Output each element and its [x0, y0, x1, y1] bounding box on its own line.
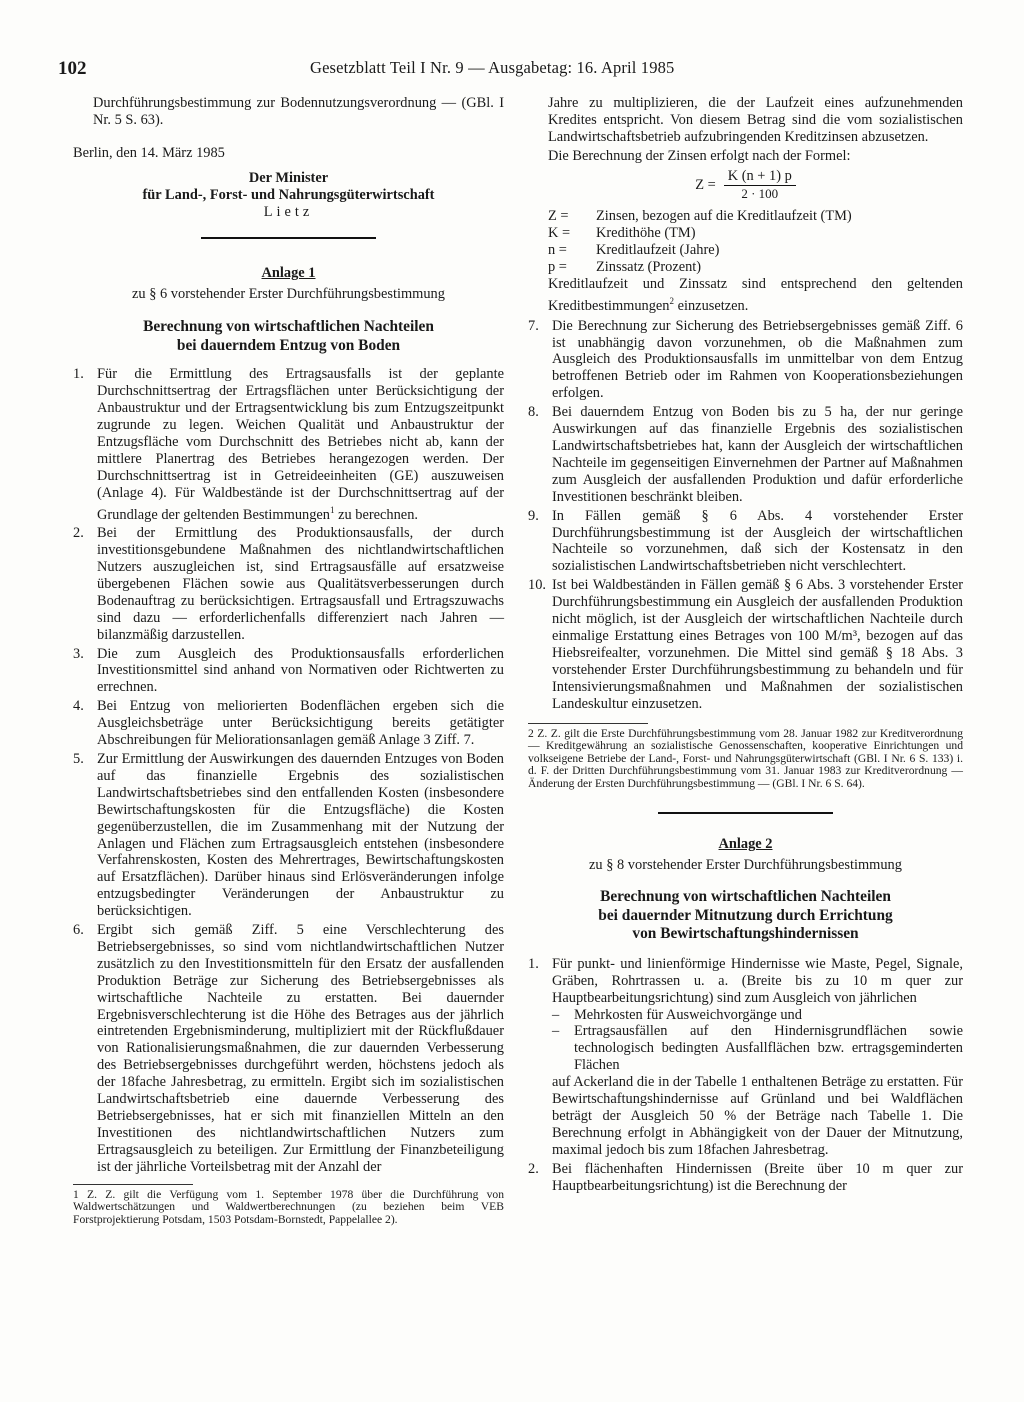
list-item	[73, 525, 504, 643]
list-item	[73, 646, 504, 697]
footnote-divider	[73, 1184, 193, 1185]
item-number: 2.	[528, 1160, 539, 1177]
item-number: 1.	[528, 955, 539, 972]
item-text-b: zu berechnen.	[334, 506, 418, 523]
footnote-1: 1 Z. Z. gilt die Verfügung vom 1. September 1978 über die Durchführung von Waldwertschätzungen und Waldwertberechnungen (zu beziehen beim VEB Forstprojektierung Potsdam, 1503 Potsdam-Bornstedt, Pappelallee 2).	[73, 1187, 504, 1226]
definition-row	[548, 225, 963, 242]
item-number: 8.	[528, 404, 539, 421]
definition-variable: p =	[548, 259, 567, 276]
anlage2-reference: zu § 8 vorstehender Erster Durchführungsbestimmung	[589, 857, 902, 874]
anlage2-heading-line-1: Berechnung von wirtschaftlichen Nachteilen	[600, 888, 891, 906]
definitions-note	[548, 276, 963, 315]
item-number: 7.	[528, 317, 539, 334]
item-number: 3.	[73, 645, 84, 662]
definition-text: Kreditlaufzeit (Jahre)	[596, 242, 720, 259]
section-divider	[201, 237, 376, 239]
item-text: Bei der Ermittlung des Produktionsausfalls, der durch investitionsgebundene Maßnahmen des nichtlandwirtschaftlichen Nutzers auszugleichen ist, sind Ertragsausfälle auf ersatzweise übergebenen Flächen sowie aus Qualitätsverbesserungen durch Bodenauftrag zu berücksichtigen. Ertragsausfall und Ertragszuwachs sind dazu — erforderlichenfalls differenziert nach Jahren — bilanzmäßig darzustellen.	[97, 525, 504, 643]
list-item	[528, 577, 963, 712]
dash-text: Ertragsausfällen auf den Hindernisgrundflächen sowie technologisch bedingten Ausfallflächen bzw. ertragsgeminderten Flächen	[574, 1023, 963, 1074]
list-item	[528, 508, 963, 576]
dash-item	[552, 1023, 963, 1074]
anlage2-heading-line-3: von Bewirtschaftungshindernissen	[632, 925, 859, 943]
footnote-ref: 1	[329, 504, 335, 515]
intro-text: Durchführungsbestimmung zur Bodennutzungsverordnung — (GBl. I Nr. 5 S. 63).	[93, 95, 504, 128]
signatory-name: Lietz	[263, 203, 314, 220]
item-text	[97, 366, 504, 523]
anlage1-items-continued	[528, 318, 963, 713]
definition-text: Zinssatz (Prozent)	[596, 259, 702, 276]
page-header	[58, 58, 968, 84]
footnote-divider	[528, 723, 648, 724]
signatory-title-1: Der Minister	[248, 169, 329, 186]
list-item	[528, 404, 963, 505]
anlage2-heading-line-2: bei dauernder Mitnutzung durch Errichtung	[598, 906, 893, 924]
item-number: 6.	[73, 922, 84, 939]
dash-marker: –	[552, 1023, 560, 1040]
list-item	[528, 318, 963, 403]
place-date: Berlin, den 14. März 1985	[73, 144, 225, 161]
interest-formula	[528, 168, 963, 203]
left-column	[73, 95, 504, 1226]
item-body	[552, 956, 963, 1159]
item-text: In Fällen gemäß § 6 Abs. 4 vorstehender Erster Durchführungsbestimmung ist der Ausgleich der wirtschaftlichen Nachteile so vorzunehmen, daß sich der Kostensatz in den sozialistischen Landwirtschaftsbetrieben nicht verschlechtert.	[552, 507, 963, 575]
page-number: 102	[58, 58, 87, 79]
item-text: Bei Entzug von meliorierten Bodenflächen ergeben sich die Ausgleichsbeträge unter Berücksichtigung bereits getätigter Abschreibungen für Meliorationsanlagen gemäß Anlage 3 Ziff. 7.	[97, 698, 504, 749]
item-text: Ergibt sich gemäß Ziff. 5 eine Verschlechterung des Betriebsergebnisses, so sind vom nichtlandwirtschaftlichen Nutzer zusätzlich zu den Investitionsmitteln für den Ersatz der ausfallenden Produktion Beträge zur Sicherung des Betriebsergebnisses als wirtschaftliche Nachteile zu erstatten. Bei dauernder Ergebnisverschlechterung ist die Höhe des Betrages aus der jährlich eintretenden Ergebnisminderung, multipliziert mit der Rückflußdauer von Rationalisierungsmaßnahmen, die zur dauernden Verbesserung des Betriebsergebnisses durchgeführt werden, höchstens jedoch als der 18fache Jahresbetrag, zu ermitteln. Ergibt sich im sozialistischen Landwirtschaftsbetrieb eine dauernde Verbesserung des Betriebsergebnisses, hat er sich mit finanziellen Mitteln an den Investitionen des nichtlandwirtschaftlichen Nutzers zum Ertragsausgleich zu beteiligen. Zur Ermittlung der Finanzbeteiligung ist der jährliche Vorteilsbetrag mit der Anzahl der	[97, 922, 504, 1175]
anlage1-items	[73, 366, 504, 1175]
definition-variable: n =	[548, 242, 567, 259]
item-number: 10.	[528, 577, 546, 594]
definition-variable: K =	[548, 225, 571, 242]
definition-row	[548, 208, 963, 225]
item-number: 9.	[528, 507, 539, 524]
signatory-title-2: für Land-, Forst- und Nahrungsgüterwirtschaft	[142, 186, 435, 203]
dash-text: Mehrkosten für Ausweichvorgänge und	[574, 1006, 802, 1023]
anlage1-heading-line-2: bei dauerndem Entzug von Boden	[176, 336, 401, 354]
anlage1-title: Anlage 1	[261, 265, 316, 282]
dash-item	[552, 1007, 963, 1024]
anlage1-heading-line-1: Berechnung von wirtschaftlichen Nachteilen	[143, 318, 434, 336]
list-item	[73, 751, 504, 920]
section-divider	[658, 812, 833, 814]
item-text: Ist bei Waldbeständen in Fällen gemäß § 6 Abs. 3 vorstehender Erster Durchführungsbestimmung ein Ausgleich der ausfallenden Produktion nicht möglich, ist der Ausgleich der wirtschaftlichen Nachteile durch einmalige Erstattung eines Betrages von 100 M/m³, bezogen auf das Hiebsreifealter, vorzunehmen. Die Mittel sind gemäß § 18 Abs. 3 vorstehender Erster Durchführungsbestimmung zu behandeln und für Intensivierungsmaßnahmen und Maßnahmen der sozialistischen Landeskultur einzusetzen.	[552, 577, 963, 712]
formula-numerator: K (n + 1) p	[724, 168, 796, 186]
anlage2-title: Anlage 2	[718, 836, 773, 853]
item-text: Für punkt- und linienförmige Hindernisse wie Maste, Pegel, Signale, Gräben, Rohrtrassen u. a. (Breite bis zu 10 m quer zur Hauptbearbeitungsrichtung) sind zum Ausgleich von jährlichen	[552, 955, 963, 1006]
item-text: Die zum Ausgleich des Produktionsausfalls erforderlichen Investitionsmittel sind anhand von Normativen oder Richtwerten zu errechnen.	[97, 645, 504, 696]
definition-row	[548, 242, 963, 259]
footnote-2: 2 Z. Z. gilt die Erste Durchführungsbestimmung vom 28. Januar 1982 zur Kreditverordnung — Kreditgewährung an sozialistische Genossenschaften, kooperative Einrichtungen und volkseigene Betriebe der Land-, Forst- und Nahrungsgüterwirtschaft (GBl. I Nr. 6 S. 133) i. d. F. der Dritten Durchführungsbestimmung vom 31. Januar 1983 zur Kreditverordnung — Änderung der Ersten Durchführungsbestimmung — (GBl. I Nr. 6 S. 64).	[528, 726, 963, 790]
item-number: 2.	[73, 525, 84, 542]
definition-text: Kredithöhe (TM)	[596, 225, 696, 242]
definition-row	[548, 259, 963, 276]
list-item	[73, 366, 504, 523]
list-item	[528, 956, 963, 1159]
dash-marker: –	[552, 1006, 560, 1023]
item-text-a: Für die Ermittlung des Ertragsausfalls ist der geplante Durchschnittsertrag der Ertragsflächen unter Berücksichtigung der Anbaustruktur und der Ertragsentwicklung bis zum Entzugszeitpunkt zugrunde zu legen. Weichen Qualität und Anbaustruktur der Entzugsfläche vom Durchschnitt des Betriebes nicht ab, kann der mittlere Planertrag des Betriebes herangezogen werden. Der Durchschnittsertrag ist in Getreideeinheiten (GE) auszuweisen (Anlage 4). Für Waldbestände ist der Durchschnittsertrag auf der Grundlage der geltenden Bestimmungen	[97, 366, 504, 523]
formula-intro: Die Berechnung der Zinsen erfolgt nach der Formel:	[548, 147, 851, 164]
item-number: 4.	[73, 698, 84, 715]
item-number: 5.	[73, 750, 84, 767]
list-item	[528, 1161, 963, 1195]
formula-fraction	[724, 168, 796, 203]
item-text: Bei flächenhaften Hindernissen (Breite über 10 m quer zur Hauptbearbeitungsrichtung) ist die Berechnung der	[552, 1160, 963, 1194]
definition-text: Zinsen, bezogen auf die Kreditlaufzeit (TM)	[596, 208, 852, 225]
list-item	[73, 698, 504, 749]
item-text-after: auf Ackerland die in der Tabelle 1 enthaltenen Beträge zu erstatten. Für Bewirtschaftungshindernisse auf Grünland und bei Waldflächen beträgt der Ausgleich 50 % der Beträge nach Tabelle 1. Die Berechnung erfolgt in Abhängigkeit von der Dauer der Mitnutzung, maximal jedoch bis zum 18fachen Jahresbetrag.	[552, 1074, 963, 1158]
formula-denominator: 2 · 100	[741, 185, 779, 201]
footnote-2-block	[528, 723, 963, 791]
formula-lhs: Z =	[695, 176, 716, 193]
definitions-note-a: Kreditlaufzeit und Zinssatz sind entsprechend den geltenden Kreditbestimmungen	[548, 276, 963, 314]
item-text: Zur Ermittlung der Auswirkungen des dauernden Entzuges von Boden auf das finanzielle Ergebnis des sozialistischen Landwirtschaftsbetriebes sind den entfallenden Kosten (insbesondere Bewirtschaftungskosten für die Entzugsfläche) die Kosten gegenüberzustellen, die im Zusammenhang mit der Nutzung der Anlagen und Flächen zum Ertragsausgleich entstehen (insbesondere Verfahrenskosten, Kosten des Mehrertrages, Bewirtschaftungskosten auf Ersatzflächen). Darüber hinaus sind Erlösveränderungen infolge entzugsbedingter Veränderungen der Anbaustruktur zu berücksichtigen.	[97, 750, 504, 920]
definitions-note-b: einzusetzen.	[674, 297, 749, 314]
footnote-ref: 2	[669, 295, 674, 306]
definition-variable: Z =	[548, 208, 569, 225]
right-column	[528, 95, 963, 1196]
item-text: Die Berechnung zur Sicherung des Betriebsergebnisses gemäß Ziff. 6 ist unabhängig davon vorzunehmen, ob die Maßnahmen zum Ausgleich des Produktionsausfalls im unmittelbar von dem Entzug betroffenen Betrieb oder im Rahmen von Kooperationsbeziehungen erfolgen.	[552, 317, 963, 402]
continuation-text: Jahre zu multiplizieren, die der Laufzeit eines aufzunehmenden Kredites entspricht. Von diesem Betrag sind die vom sozialistischen Landwirtschaftsbetrieb aufzubringenden Kreditzinsen abzusetzen.	[548, 95, 963, 145]
anlage2-items	[528, 956, 963, 1195]
anlage1-reference: zu § 6 vorstehender Erster Durchführungsbestimmung	[132, 286, 445, 303]
formula-definitions	[528, 208, 963, 314]
list-item	[73, 922, 504, 1176]
item-text: Bei dauerndem Entzug von Boden bis zu 5 ha, der nur geringe Auswirkungen auf das finanzielle Ergebnis des sozialistischen Landwirtschaftsbetriebes hat, kann der Ausgleich der wirtschaftlichen Nachteile im gegenseitigen Einvernehmen der Partner auf Maßnahmen zum Ausgleich der ausfallenden Produktion und dafür erforderliche Investitionen beschränkt bleiben.	[552, 404, 963, 505]
header-title: Gesetzblatt Teil I Nr. 9 — Ausgabetag: 16. April 1985	[310, 58, 675, 77]
item-number: 1.	[73, 366, 84, 383]
footnote-1-block	[73, 1184, 504, 1227]
